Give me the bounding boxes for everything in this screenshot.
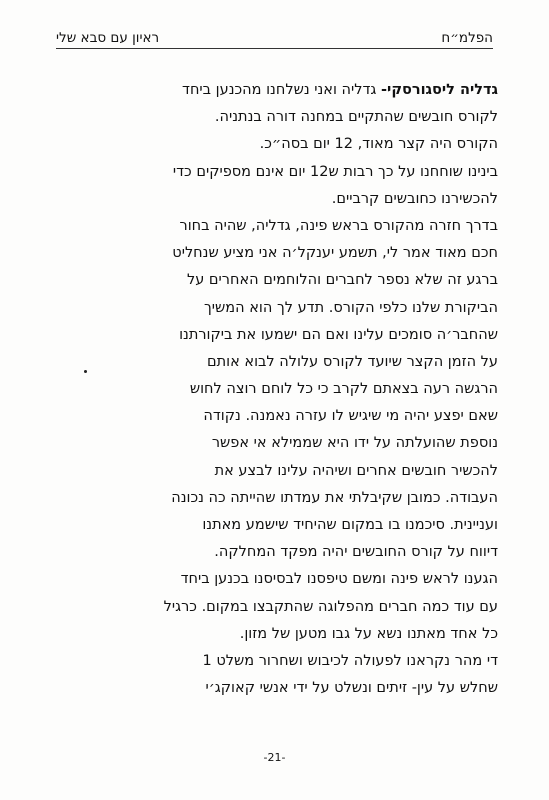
line-text: כל אחד מאתנו נשא על גבו מטען של מזון. xyxy=(239,625,498,642)
text-line xyxy=(58,566,498,593)
text-line xyxy=(58,403,498,430)
line-text: בינינו שוחחנו על כך רבות ש12 יום אינם מספיקים כדי xyxy=(172,163,498,180)
line-text: חכם מאוד אמר לי, תשמע יענקל׳ה אני מציע שנחליט xyxy=(172,245,498,262)
line-text: הקורס היה קצר מאוד, 12 יום בסה״כ. xyxy=(259,136,498,153)
page-number: -21- xyxy=(263,751,286,764)
header-palmach-title: הפלמ״ח xyxy=(441,30,493,46)
line-text: נוספת שהועלתה על ידו היא שממילא אי אפשר xyxy=(211,435,498,452)
stray-dot xyxy=(84,370,87,373)
line-text: על הזמן הקצר שיועד לקורס עלולה לבוא אותם xyxy=(207,353,498,370)
text-line xyxy=(58,322,498,349)
text-line xyxy=(58,648,498,675)
text-line xyxy=(58,131,498,158)
line-text: ועניינית. סיכמנו בו במקום שהיחיד שישמע מאתנו xyxy=(202,517,498,533)
text-line xyxy=(58,675,498,702)
text-line xyxy=(58,349,498,376)
page-header xyxy=(56,30,493,50)
text-line xyxy=(58,594,498,621)
text-line xyxy=(58,621,498,648)
line-text: העבודה. כמובן שקיבלתי את עמדתו שהייתה כה נכונה xyxy=(171,489,498,506)
line-text: די מהר נקראנו לפעולה לכיבוש ושחרור משלט 1 xyxy=(202,652,498,669)
line-text: להכשירנו כחובשים קרביים. xyxy=(331,190,498,207)
line-text: בדרך חזרה מהקורס בראש פינה, גדליה, שהיה בחור xyxy=(179,217,498,234)
text-line xyxy=(58,213,498,240)
line-text: הביקורת שלנו כלפי הקורס. תדע לך הוא המשיך xyxy=(203,299,498,316)
text-line xyxy=(58,159,498,186)
line-text: דיווח על קורס החובשים יהיה מפקד המחלקה. xyxy=(214,544,498,561)
text-line xyxy=(58,458,498,485)
speaker-name: גדליה ליסגורסקי- xyxy=(381,82,498,98)
line-text: עם עוד כמה חברים מהפלוגה שהתקבצו במקום. כרגיל xyxy=(163,598,498,615)
text-line xyxy=(58,240,498,267)
line-text: שחלש על עין- זיתים ונשלט על ידי אנשי קאוקג׳י xyxy=(205,680,498,697)
text-line xyxy=(58,104,498,131)
line-text: שאם יפצע יהיה מי שיגיש לו עזרה נאמנה. נקודה xyxy=(203,408,498,425)
header-interview-title: ראיון עם סבא שלי xyxy=(56,30,160,46)
text-line xyxy=(58,267,498,294)
text-line xyxy=(58,430,498,457)
text-line xyxy=(58,295,498,322)
text-line xyxy=(58,512,498,539)
text-line xyxy=(58,539,498,566)
line-text: ברגע זה שלא נספר לחברים והלוחמים האחרים על xyxy=(187,272,498,289)
text-line xyxy=(58,376,498,403)
line-text: שהחבר׳ה סומכים עלינו ואם הם ישמעו את ביקורתנו xyxy=(179,326,498,343)
header-rule xyxy=(56,48,493,49)
line-text: הגענו לראש פינה ומשם טיפסנו לבסיסנו בכנען ביחד xyxy=(180,571,498,588)
line-text: הרגשה רעה בצאתם לקרב כי כל לוחם רוצה לחוש xyxy=(189,381,498,398)
text-line xyxy=(58,186,498,213)
text-line xyxy=(58,485,498,512)
body-text xyxy=(58,77,498,702)
line-text: להכשיר חובשים אחרים ושיהיה עלינו לבצע את xyxy=(214,462,498,479)
line-text: לקורס חובשים שהתקיים במחנה דורה בנתניה. xyxy=(214,109,498,126)
text-line xyxy=(58,77,498,104)
line-text: גדליה ואני נשלחנו מהכנען ביחד xyxy=(182,82,382,98)
